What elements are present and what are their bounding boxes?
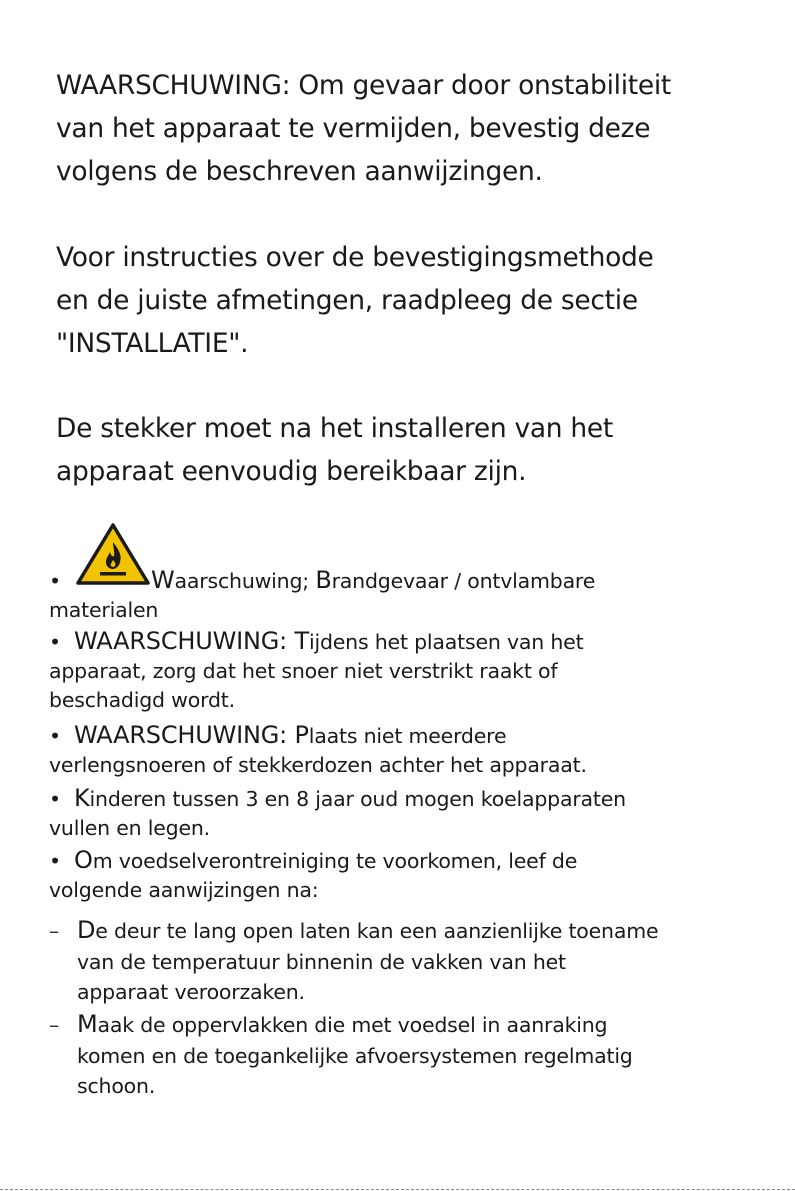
installation-reference-paragraph [56, 236, 776, 365]
text-line: verlengsnoeren of stekkerdozen achter het apparaat. [49, 753, 587, 777]
text-line: apparaat, zorg dat het snoer niet verstrikt raakt of [49, 659, 558, 683]
bullet-symbol: • [49, 724, 61, 748]
text-line: apparaat eenvoudig bereikbaar zijn. [56, 456, 527, 487]
text-line: De stekker moet na het installeren van het [56, 413, 614, 444]
bullet-food-contamination: • Om voedselverontreiniging te voorkomen, leef de volgende aanwijzingen na: [49, 846, 779, 905]
text-line: apparaat veroorzaken. [77, 980, 305, 1004]
text-line: volgende aanwijzingen na: [49, 878, 319, 902]
bullet-symbol: • [49, 787, 61, 811]
bullet-symbol: • [49, 630, 61, 654]
warning-paragraph-stability [56, 64, 776, 193]
plug-access-paragraph [56, 407, 776, 493]
text-line: komen en de toegankelijke afvoersystemen regelmatig [77, 1043, 633, 1068]
bullet-children-usage: • Kinderen tussen 3 en 8 jaar oud mogen koelapparaten vullen en legen. [49, 784, 779, 843]
text-line: Voor instructies over de bevestigingsmethode [56, 242, 654, 273]
bullet-extension-cord-warning: • WAARSCHUWING: Plaats niet meerdere verlengsnoeren of stekkerdozen achter het apparaat. [49, 721, 779, 780]
dash-symbol: – [49, 1013, 60, 1037]
text-line: vullen en legen. [49, 816, 211, 840]
dash-symbol: – [49, 919, 60, 943]
text-line: volgens de beschreven aanwijzingen. [56, 156, 543, 187]
bullet-symbol: • [49, 849, 61, 873]
text-line: schoon. [77, 1074, 156, 1098]
text-line: materialen [49, 598, 159, 622]
bullet-symbol: • [49, 569, 61, 593]
text-line: beschadigd wordt. [49, 688, 235, 712]
text-line: van de temperatuur binnenin de vakken van het [77, 949, 566, 974]
subitem-door-open: – De deur te lang open laten kan een aanzienlijke toename van de temperatuur binnenin de vakken van het apparaat veroorzaken. [49, 915, 789, 1008]
subitem-clean-surfaces: – Maak de oppervlakken die met voedsel in aanraking komen en de toegankelijke afvoersystemen regelmatig schoon. [49, 1009, 789, 1102]
bullet-flammable-warning: • Waarschuwing; Brandgevaar / ontvlambare materialen [49, 566, 779, 625]
text-line: "INSTALLATIE". [56, 328, 249, 359]
text-line: en de juiste afmetingen, raadpleeg de sectie [56, 285, 638, 316]
text-line: WAARSCHUWING: Om gevaar door onstabiliteit [56, 70, 672, 101]
page-cut-line [0, 1189, 795, 1190]
text-line: van het apparaat te vermijden, bevestig deze [56, 113, 651, 144]
bullet-cord-warning: • WAARSCHUWING: Tijdens het plaatsen van het apparaat, zorg dat het snoer niet verstrikt raakt of beschadigd wordt. [49, 627, 779, 715]
